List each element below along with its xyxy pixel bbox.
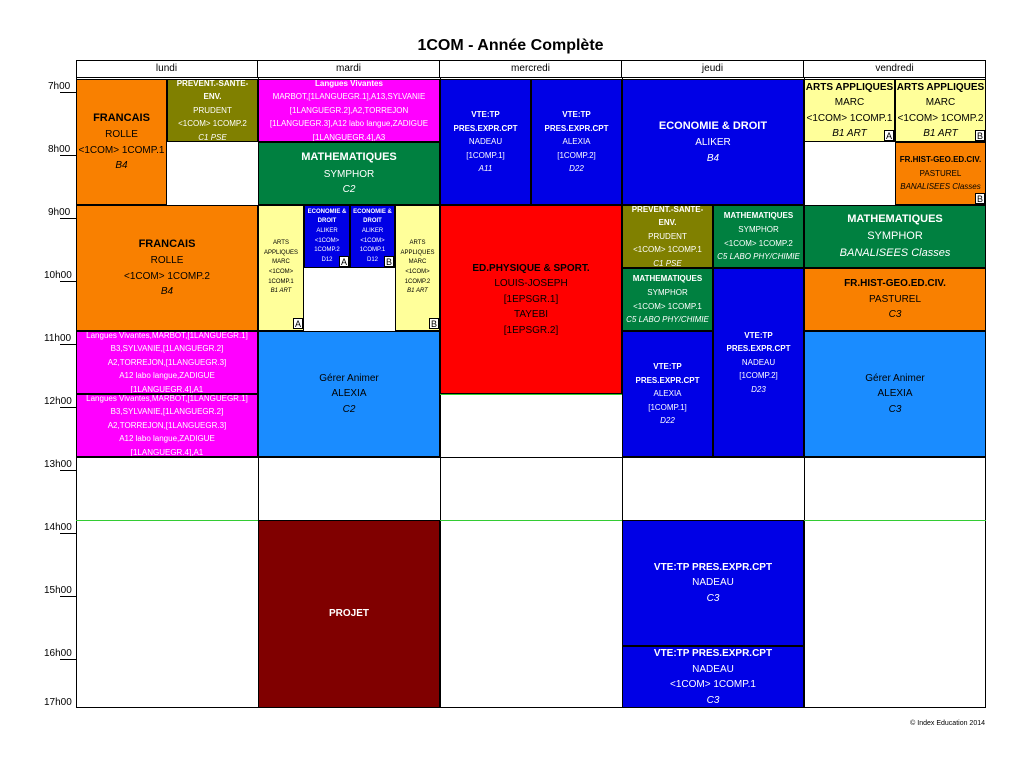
course-vte-tp[interactable] <box>622 331 713 457</box>
course-title: FR.HIST-GEO.ED.CIV. <box>899 155 982 165</box>
course-vte-tp[interactable] <box>531 79 622 205</box>
course-teacher: MARC <box>272 259 290 266</box>
course-group: <1COM> 1COMP.2 <box>124 270 210 282</box>
hour-label: 7h00 <box>48 81 71 92</box>
course-line: [1LANGUEGR.4],A3 <box>312 132 386 142</box>
course-room: C3 <box>888 403 902 415</box>
course-title: PROJET <box>328 608 369 620</box>
hour-label: 14h00 <box>44 522 72 533</box>
course-vte-tp[interactable] <box>622 646 804 708</box>
course-teacher: ALIKER <box>361 227 384 234</box>
course-teacher: NADEAU <box>692 663 734 675</box>
course-title: ECONOMIE & DROIT <box>658 119 768 132</box>
course-mathematiques[interactable] <box>258 142 440 205</box>
hour-label: 9h00 <box>48 207 71 218</box>
copyright-text: © Index Education 2014 <box>910 720 985 727</box>
course-vte-tp[interactable] <box>713 268 804 457</box>
course-group: [1COMP.1] <box>648 402 687 412</box>
course-fr-hist-geo[interactable] <box>895 142 986 205</box>
course-title: VTE:TP PRES.EXPR.CPT <box>544 110 609 133</box>
course-room: C3 <box>706 592 720 604</box>
course-mathematiques[interactable] <box>804 205 986 268</box>
course-room: D12 <box>366 256 378 263</box>
header-divider <box>76 77 986 78</box>
course-room: C3 <box>706 694 720 706</box>
course-line: B3,SYLVANIE,[1LANGUEGR.2] <box>110 344 224 354</box>
course-teacher: MARC <box>834 97 865 108</box>
course-room: A11 <box>478 164 493 174</box>
lunch-divider <box>76 520 986 521</box>
course-teacher: SYMPHOR <box>647 287 688 297</box>
hour-tick <box>60 659 76 660</box>
course-line: [1LANGUEGR.4],A1 <box>130 447 204 457</box>
course-arts-appliques[interactable] <box>258 205 304 331</box>
course-title: FR.HIST-GEO.ED.CIV. <box>844 278 946 290</box>
course-room: B4 <box>115 160 128 172</box>
week-a-badge: A <box>294 319 301 329</box>
course-title: VTE:TP PRES.EXPR.CPT <box>653 561 773 573</box>
course-arts-appliques[interactable] <box>395 205 440 331</box>
course-room: B1 ART <box>923 128 958 139</box>
course-title: ARTS APPLIQUES <box>896 81 985 93</box>
course-arts-appliques[interactable] <box>804 79 895 142</box>
course-room: B1 ART <box>832 128 867 139</box>
hour-tick <box>60 344 76 345</box>
course-prevent-sante[interactable] <box>622 205 713 268</box>
week-b-badge: B <box>430 319 437 329</box>
course-teacher: SYMPHOR <box>738 224 779 234</box>
slot-divider <box>76 457 986 458</box>
course-teacher: ALIKER <box>695 137 731 149</box>
course-room: C5 LABO PHY/CHIMIE <box>717 252 800 262</box>
course-gerer-animer[interactable] <box>804 331 986 457</box>
course-teacher: NADEAU <box>468 137 503 147</box>
course-group: <1COM> 1COMP.1 <box>268 269 294 285</box>
course-title: VTE:TP PRES.EXPR.CPT <box>453 110 518 133</box>
course-line: A12 labo langue,ZADIGUE <box>119 371 215 381</box>
course-projet[interactable] <box>258 520 440 708</box>
day-header-lundi: lundi <box>76 61 258 77</box>
hour-tick <box>60 92 76 93</box>
course-room: C5 LABO PHY/CHIMIE <box>626 315 709 325</box>
course-teacher: PASTUREL <box>919 168 962 178</box>
hour-label: 13h00 <box>44 459 72 470</box>
course-title: FRANCAIS <box>93 112 150 125</box>
hour-label: 8h00 <box>48 144 71 155</box>
course-title: MATHEMATIQUES <box>301 151 397 164</box>
course-line: Langues Vivantes,MARBOT,[1LANGUEGR.1] <box>86 331 248 340</box>
day-header-vendredi: vendredi <box>804 61 986 77</box>
week-a-badge: A <box>885 131 892 141</box>
course-vte-tp[interactable] <box>440 79 531 205</box>
hour-label: 12h00 <box>44 396 72 407</box>
course-line: MARBOT,[1LANGUEGR.1],A13,SYLVANIE <box>272 92 426 102</box>
day-header-jeudi: jeudi <box>622 61 804 77</box>
course-line: Langues Vivantes,MARBOT,[1LANGUEGR.1] <box>86 394 248 403</box>
course-teacher: NADEAU <box>692 577 734 589</box>
course-line: A12 labo langue,ZADIGUE <box>119 434 215 444</box>
course-title: PREVENT.-SANTE-ENV. <box>631 205 704 228</box>
week-b-badge: B <box>385 257 392 267</box>
course-group: <1COM> 1COMP.2 <box>404 269 431 285</box>
course-langues-vivantes[interactable] <box>76 331 258 394</box>
course-line: [1LANGUEGR.4],A1 <box>130 384 204 394</box>
course-room: BANALISEES Classes <box>839 247 951 260</box>
course-teacher: MARC <box>408 259 427 266</box>
hour-label: 17h00 <box>44 697 72 708</box>
course-room: B1 ART <box>407 288 428 295</box>
course-title: MATHEMATIQUES <box>632 274 703 284</box>
course-teacher: PRUDENT <box>648 231 687 241</box>
course-teacher: NADEAU <box>741 357 776 367</box>
course-vte-tp[interactable] <box>622 520 804 646</box>
course-prevent-sante[interactable] <box>167 79 258 142</box>
course-line: [1EPSGR.2] <box>503 324 559 336</box>
course-line: B3,SYLVANIE,[1LANGUEGR.2] <box>110 407 224 417</box>
course-line: LOUIS-JOSEPH <box>494 278 568 290</box>
course-teacher: PASTUREL <box>868 293 922 305</box>
course-line: A2,TORREJON,[1LANGUEGR.3] <box>107 420 227 430</box>
course-arts-appliques[interactable] <box>895 79 986 142</box>
course-line: [1LANGUEGR.2],A2,TORREJON <box>289 105 409 115</box>
course-francais[interactable] <box>76 205 258 331</box>
course-room: C2 <box>342 184 356 196</box>
course-line: [1EPSGR.1] <box>503 293 559 305</box>
course-title: VTE:TP PRES.EXPR.CPT <box>635 362 700 385</box>
course-mathematiques[interactable] <box>622 268 713 331</box>
course-title: MATHEMATIQUES <box>847 212 943 225</box>
course-gerer-animer[interactable] <box>258 331 440 457</box>
course-group: <1COM> 1COMP.2 <box>178 119 247 129</box>
course-fr-hist-geo[interactable] <box>804 268 986 331</box>
week-b-badge: B <box>976 131 983 141</box>
course-room: C2 <box>342 403 356 415</box>
course-line: A2,TORREJON,[1LANGUEGR.3] <box>107 357 227 367</box>
hour-tick <box>60 407 76 408</box>
course-mathematiques[interactable] <box>713 205 804 268</box>
course-room: D23 <box>751 384 766 394</box>
course-teacher: ALIKER <box>316 227 338 234</box>
course-group: <1COM> 1COMP.2 <box>314 237 340 254</box>
course-francais[interactable] <box>76 79 167 205</box>
course-teacher: ALEXIA <box>331 388 367 400</box>
course-title: ARTS APPLIQUES <box>263 240 298 256</box>
hour-tick <box>60 470 76 471</box>
page-title: 1COM - Année Complète <box>417 37 604 54</box>
course-teacher: ROLLE <box>105 129 138 141</box>
course-room: B1 ART <box>270 288 292 295</box>
course-title: Gérer Animer <box>319 372 379 384</box>
course-title: VTE:TP PRES.EXPR.CPT <box>653 648 773 659</box>
course-title: ECONOMIE & DROIT <box>353 208 392 225</box>
course-group: <1COM> 1COMP.2 <box>897 112 984 124</box>
course-group: <1COM> 1COMP.1 <box>78 144 165 156</box>
course-title: ED.PHYSIQUE & SPORT. <box>472 262 590 274</box>
course-teacher: ALEXIA <box>877 388 913 400</box>
course-group: [1COMP.1] <box>466 150 505 160</box>
course-group: [1COMP.2] <box>739 371 778 381</box>
course-group: <1COM> 1COMP.1 <box>359 237 386 254</box>
course-room: D12 <box>321 256 333 263</box>
course-title: MATHEMATIQUES <box>723 211 794 221</box>
hour-label: 10h00 <box>44 270 72 281</box>
course-title: ECONOMIE & DROIT <box>307 208 347 225</box>
day-header-mardi: mardi <box>258 61 440 77</box>
hour-tick <box>60 533 76 534</box>
course-teacher: ALEXIA <box>562 137 591 147</box>
course-teacher: ALEXIA <box>653 389 682 399</box>
course-teacher: ROLLE <box>150 255 184 267</box>
course-title: PREVENT.-SANTE-ENV. <box>176 79 249 102</box>
hour-label: 11h00 <box>44 333 72 344</box>
course-title: FRANCAIS <box>138 238 196 251</box>
course-ed-physique[interactable] <box>440 205 622 394</box>
course-room: BANALISEES Classes <box>900 182 981 192</box>
course-teacher: MARC <box>925 97 956 108</box>
course-teacher: PRUDENT <box>193 105 232 115</box>
hour-tick <box>60 218 76 219</box>
course-group: <1COM> 1COMP.1 <box>633 301 702 311</box>
course-room: B4 <box>160 286 174 298</box>
course-group: <1COM> 1COMP.1 <box>806 112 893 124</box>
course-title: VTE:TP PRES.EXPR.CPT <box>726 330 791 354</box>
week-a-badge: A <box>340 257 347 267</box>
course-room: C1 PSE <box>198 132 227 142</box>
course-langues-vivantes[interactable] <box>76 394 258 457</box>
course-teacher: SYMPHOR <box>323 168 375 180</box>
course-room: C3 <box>888 309 902 321</box>
course-title: Gérer Animer <box>865 372 925 384</box>
course-room: B4 <box>706 152 720 164</box>
course-title: ARTS APPLIQUES <box>400 240 435 256</box>
hour-tick <box>60 281 76 282</box>
course-group: <1COM> 1COMP.2 <box>724 238 793 248</box>
course-economie-droit[interactable] <box>622 79 804 205</box>
course-group: [1COMP.2] <box>557 150 596 160</box>
hour-label: 15h00 <box>44 585 72 596</box>
course-title: Langues Vivantes <box>315 79 383 88</box>
course-room: C1 PSE <box>653 258 682 268</box>
course-langues-vivantes[interactable] <box>258 79 440 142</box>
course-room: D22 <box>660 416 675 426</box>
course-room: D22 <box>569 164 584 174</box>
week-b-badge: B <box>976 194 983 204</box>
course-group: <1COM> 1COMP.1 <box>633 245 702 255</box>
course-line: TAYEBI <box>513 309 549 321</box>
course-group: <1COM> 1COMP.1 <box>670 679 756 690</box>
hour-tick <box>60 155 76 156</box>
course-title: ARTS APPLIQUES <box>805 81 894 93</box>
hour-label: 16h00 <box>44 648 72 659</box>
course-teacher: SYMPHOR <box>867 229 923 242</box>
hour-tick <box>60 596 76 597</box>
day-header-mercredi: mercredi <box>440 61 622 77</box>
course-line: [1LANGUEGR.3],A12 labo langue,ZADIGUE <box>269 119 429 129</box>
